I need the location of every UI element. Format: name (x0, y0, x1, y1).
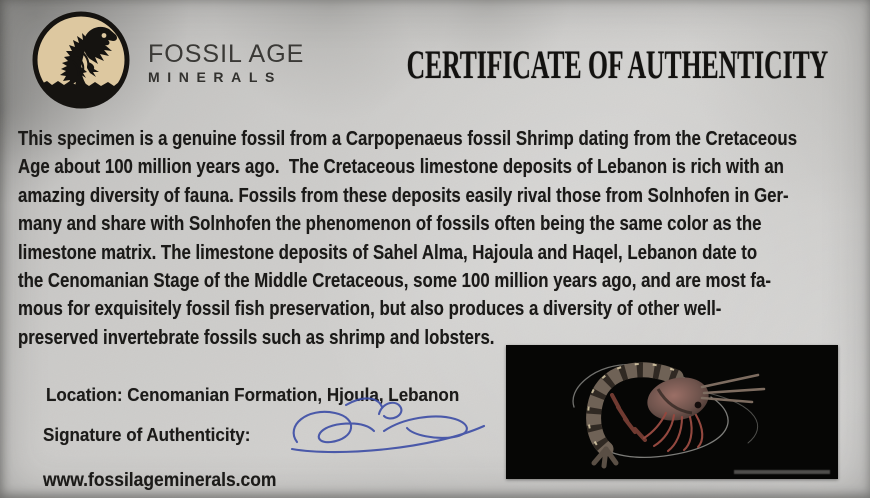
shrimp-photo (506, 345, 838, 479)
body-line: Age about 100 million years ago. The Cretaceous limestone deposits of Lebanon is rich with an (18, 155, 784, 179)
specimen-photo (506, 345, 838, 479)
body-line: amazing diversity of fauna. Fossils from these deposits easily rival those from Solnhofen in Ger- (18, 183, 789, 207)
brand-name-line2: MINERALS (148, 69, 282, 85)
brand-logo (31, 10, 131, 110)
trex-skeleton-icon (31, 10, 131, 110)
location-text: Location: Cenomanian Formation, Hjoula, Lebanon (45, 384, 459, 405)
certificate-title-text: CERTIFICATE OF AUTHENTICITY (406, 42, 829, 87)
body-line: This specimen is a genuine fossil from a Carpopenaeus fossil Shrimp dating from the Cretaceous (18, 127, 798, 150)
body-line: many and share with Solnhofen the phenomenon of fossils often being the same color as the (18, 212, 762, 236)
handwritten-signature (283, 390, 495, 460)
website-text: www.fossilageminerals.com (43, 470, 277, 491)
body-line: the Cenomanian Stage of the Middle Cretaceous, some 100 million years ago, and are most fa- (18, 268, 771, 292)
certificate-body (18, 125, 870, 352)
body-line: preserved invertebrate fossils such as shrimp and lobsters. (18, 325, 495, 349)
body-line: mous for exquisitely fossil fish preservation, but also produces a diversity of other well- (18, 297, 722, 321)
signature-label-text: Signature of Authenticity: (42, 424, 250, 445)
certificate-title (288, 41, 828, 88)
brand-name-line1: FOSSIL AGE (148, 40, 305, 68)
website-url (22, 448, 297, 498)
body-line: limestone matrix. The limestone deposits of Sahel Alma, Hajoula and Haqel, Lebanon date to (18, 240, 758, 264)
brand-wordmark (148, 42, 304, 84)
photo-credit-text (734, 470, 830, 474)
